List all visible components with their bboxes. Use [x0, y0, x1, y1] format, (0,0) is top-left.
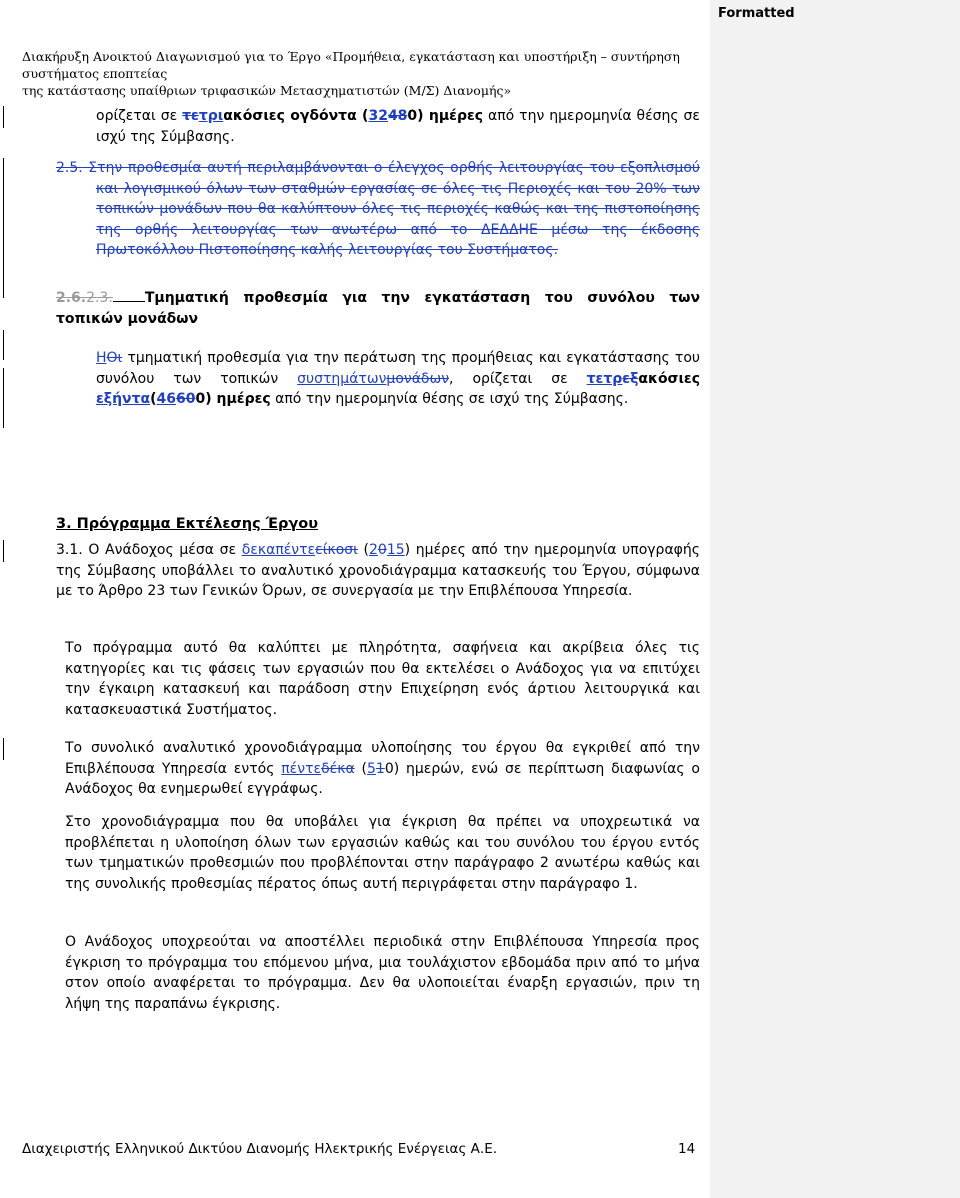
header-line-1: Διακήρυξη Ανοικτού Διαγωνισμού για το Έργο «Προμήθεια, εγκατάσταση και υποστήριξη – συντήρηση συστήματος εποπτείας	[22, 49, 680, 81]
inserted-text: τρι	[198, 108, 224, 124]
inserted-text: 32	[368, 108, 388, 124]
deleted-text: 0	[377, 542, 387, 558]
section-number: 2.3.	[86, 290, 113, 306]
inserted-text: 5	[366, 760, 376, 777]
paragraph-partial-deadline	[96, 348, 700, 410]
paragraph-3-1	[56, 540, 700, 602]
change-bar	[3, 158, 4, 298]
change-bar	[3, 540, 4, 562]
text: Το συνολικό αναλυτικό χρονοδιάγραμμα υλοποίησης του έργου θα εγκριθεί από την Επιβλέπουσα Υπηρεσία εντός	[65, 740, 700, 777]
inserted-text: εξήντα	[96, 391, 151, 407]
text: 0) ημέρες	[407, 108, 484, 124]
text: , ορίζεται σε	[449, 370, 587, 387]
revision-sidebar	[710, 0, 960, 1198]
change-bar	[3, 330, 4, 360]
text: 0) ημέρες	[195, 391, 271, 407]
deleted-text: Στην προθεσμία αυτή περιλαμβάνονται ο έλεγχος ορθής λειτουργίας του εξοπλισμού και λογισμικού όλων των σταθμών εργασίας σε όλες τις Περιοχές και του 20% των τοπικών μονάδων που θα καλύπτουν όλες τις περιοχές καθώς και της πιστοποίησης της ορθής λειτουργίας των ανωτέρω από το ΔΕΔΔΗΕ μέσω της έκδοσης Πρωτοκόλλου Πιστοποίησης καλής λειτουργίας του Συστήματος.	[82, 160, 700, 258]
inserted-text: 15	[386, 542, 405, 558]
deleted-text: τε	[182, 108, 199, 124]
inserted-text: Η	[96, 350, 107, 366]
inserted-text: 2	[369, 542, 378, 558]
deleted-text: είκοσι	[315, 542, 358, 558]
change-bar	[3, 738, 4, 760]
section-3-heading: 3. Πρόγραμμα Εκτέλεσης Έργου	[56, 516, 318, 532]
deleted-text: 48	[387, 108, 408, 124]
text: (	[150, 391, 157, 407]
paragraph-approval	[65, 738, 700, 800]
paragraph-number: 2.5.	[56, 160, 83, 176]
text: Ο Ανάδοχος μέσα σε	[82, 542, 242, 558]
deleted-text: Οι	[106, 350, 123, 366]
text: ορίζεται σε	[96, 108, 183, 124]
deleted-number: 2.6.	[56, 290, 87, 306]
paragraph-schedule-requirements: Στο χρονοδιάγραμμα που θα υποβάλει για έγκριση θα πρέπει να υποχρεωτικά να προβλέπεται η υλοποίηση όλων των εργασιών καθώς και του συνόλου του έργου εντός των τμηματικών προθεσμιών που προβλέπονται στην παράγραφο 2 ανωτέρω καθώς και της συνολικής προθεσμίας πέρατος όπως αυτή περιγράφεται στην παράγραφο 1.	[65, 814, 700, 892]
text: 0) ημερών, ενώ σε περίπτωση διαφωνίας ο Ανάδοχος θα ενημερωθεί εγγράφως.	[65, 760, 700, 797]
inserted-text: πέντε	[281, 760, 322, 777]
heading-2-3	[56, 288, 700, 329]
header-line-2: της κατάστασης υπαίθριων τριφασικών Μετασχηματιστών (Μ/Σ) Διανομής»	[22, 83, 512, 98]
text: ) ημέρες από την ημερομηνία υπογραφής της Σύμβασης υποβάλλει το αναλυτικό χρονοδιάγραμμα κατασκευής του Έργου, σύμφωνα με το Άρθρο 23 των Γενικών Όρων, σε συνεργασία με την Επιβλέπουσα Υπηρεσία.	[56, 542, 700, 599]
text: τμηματική προθεσμία για την περάτωση της προμήθειας και εγκατάστασης του συνόλου των τοπικών	[96, 350, 700, 387]
text: από την ημερομηνία θέσης σε ισχύ της Σύμβασης.	[270, 391, 629, 407]
inserted-text: συστημάτων	[297, 370, 387, 387]
change-bar	[3, 368, 4, 428]
deleted-text: δέκα	[321, 760, 355, 777]
tab-leader	[113, 289, 145, 302]
inserted-text: 46	[156, 391, 177, 407]
inserted-text: δεκαπέντε	[241, 542, 316, 558]
inserted-text: τετρ	[586, 370, 623, 387]
deleted-text: 60	[176, 391, 196, 407]
section-title: Τμηματική προθεσμία για την εγκατάσταση του συνόλου των τοπικών μονάδων	[56, 290, 700, 327]
deleted-text: 1	[375, 760, 385, 777]
text: ακόσιες ογδόντα (	[223, 108, 369, 124]
paragraph-2-5-deleted	[56, 158, 700, 261]
footer-text: Διαχειριστής Ελληνικού Δικτύου Διανομής Ηλεκτρικής Ενέργειας Α.Ε.	[22, 1141, 498, 1157]
text: ακόσιες	[638, 370, 701, 387]
deleted-text: μονάδων	[386, 370, 450, 387]
deleted-text: εξ	[622, 370, 639, 387]
paragraph-program-coverage: Το πρόγραμμα αυτό θα καλύπτει με πληρότητα, σαφήνεια και ακρίβεια όλες τις κατηγορίες και τις φάσεις των εργασιών που θα εκτελέσει ο Ανάδοχος για να επιτύχει την έγκαιρη κατασκευή και παράδοση στην Επιχείρηση ενός άρτιου λειτουργικά και κατασκευαστικά Συστήματος.	[65, 640, 700, 718]
change-bar	[3, 106, 4, 128]
text: (	[354, 760, 367, 777]
paragraph-number: 3.1.	[56, 542, 83, 558]
paragraph-monthly-program: Ο Ανάδοχος υποχρεούται να αποστέλλει περιοδικά στην Επιβλέπουσα Υπηρεσία προς έγκριση το πρόγραμμα του επόμενου μήνα, μια τουλάχιστον εβδομάδα πριν από το μήνα στον οποίο αναφέρεται το πρόγραμμα. Δεν θα υλοποιείται έναρξη εργασιών, πριν τη λήψη της παραπάνω έγκρισης.	[65, 934, 700, 1012]
text: από την ημερομηνία θέσης σε ισχύ της Σύμβασης.	[96, 108, 700, 145]
page-header	[22, 48, 712, 99]
page-number: 14	[678, 1141, 696, 1157]
sidebar-title: Formatted	[718, 6, 795, 21]
paragraph-duration	[96, 106, 700, 147]
text: (	[357, 542, 369, 558]
